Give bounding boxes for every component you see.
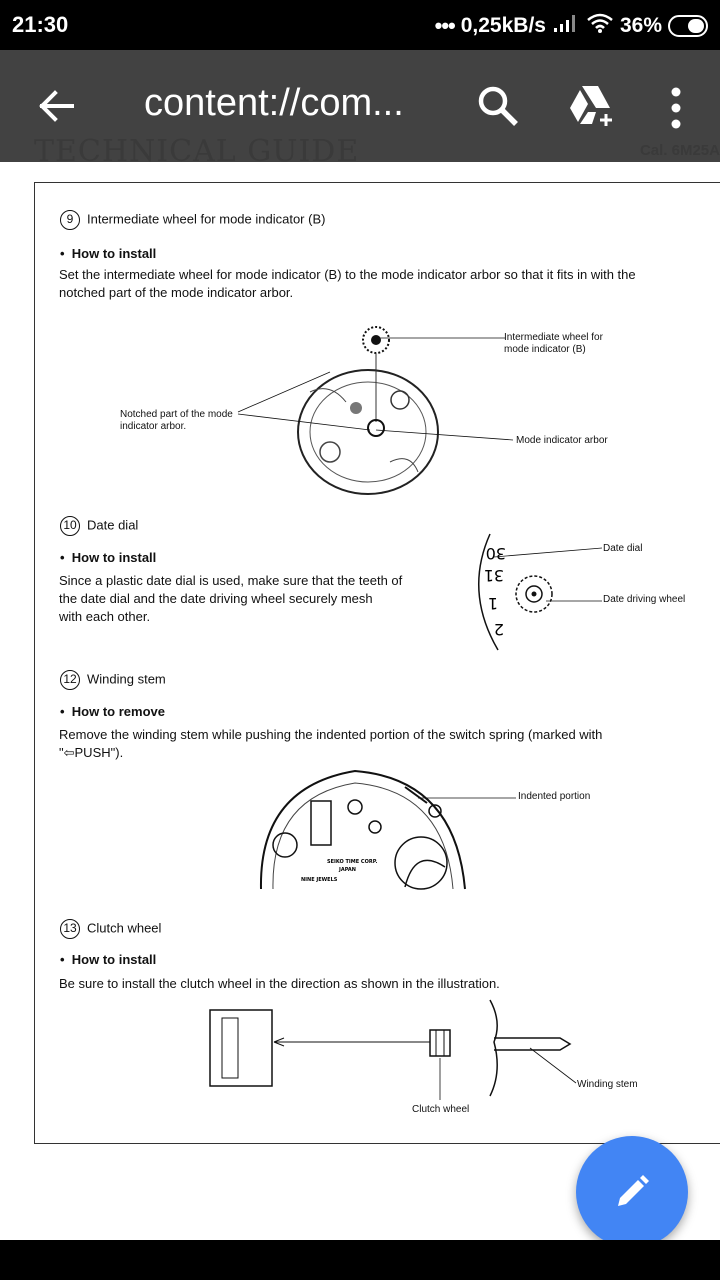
document-title: content://com... <box>144 82 404 124</box>
svg-text:1: 1 <box>487 594 498 613</box>
section-number: 10 <box>60 516 80 536</box>
section-9-heading: 9 Intermediate wheel for mode indicator (B) <box>60 210 325 230</box>
section-number: 13 <box>60 919 80 939</box>
status-bar <box>0 0 720 50</box>
svg-text:SEIKO TIME CORP.: SEIKO TIME CORP. <box>327 859 378 865</box>
add-to-drive-icon <box>566 82 616 130</box>
label-notched-part: Notched part of the mode indicator arbor. <box>120 409 233 432</box>
section-12-bullet: • How to remove <box>60 704 165 719</box>
edit-pencil-icon <box>612 1172 652 1212</box>
svg-text:NINE JEWELS: NINE JEWELS <box>301 877 338 883</box>
search-button[interactable] <box>476 84 520 128</box>
page-header-peek: TECHNICAL GUIDE <box>34 134 360 162</box>
section-13-bullet: • How to install <box>60 952 157 967</box>
search-icon <box>476 84 520 128</box>
back-button[interactable] <box>34 84 78 128</box>
battery-icon <box>668 15 708 37</box>
arrow-back-icon <box>34 84 78 128</box>
page-caliber-peek: Cal. 6M25A <box>639 142 720 159</box>
label-date-driving-wheel: Date driving wheel <box>603 594 686 605</box>
label-clutch-wheel: Clutch wheel <box>412 1104 470 1115</box>
svg-text:2: 2 <box>493 620 504 639</box>
status-time: 21:30 <box>12 12 69 37</box>
section-12-heading: 12 Winding stem <box>60 670 166 690</box>
status-indicators <box>435 12 708 40</box>
section-12-text: Remove the winding stem while pushing the indented portion of the switch spring (marked with "⇦PUSH"). <box>59 727 603 760</box>
more-vert-icon <box>664 86 688 130</box>
section-number: 12 <box>60 670 80 690</box>
signal-icon <box>552 13 580 39</box>
section-10-heading: 10 Date dial <box>60 516 138 536</box>
notification-dots: ••• <box>434 13 455 38</box>
label-intermediate-wheel: Intermediate wheel for mode indicator (B) <box>504 332 603 355</box>
label-mode-indicator-arbor: Mode indicator arbor <box>516 435 608 446</box>
section-10-bullet: • How to install <box>60 550 157 565</box>
svg-text:31: 31 <box>483 566 504 585</box>
app-bar <box>0 50 720 162</box>
edit-fab-button[interactable] <box>576 1136 688 1248</box>
section-13-text: Be sure to install the clutch wheel in the direction as shown in the illustration. <box>59 976 500 991</box>
section-9-bullet: • How to install <box>60 246 157 261</box>
add-to-drive-button[interactable] <box>566 82 616 130</box>
label-indented-portion: Indented portion <box>518 791 591 802</box>
wifi-icon <box>586 12 614 40</box>
section-13-heading: 13 Clutch wheel <box>60 919 161 939</box>
network-speed: 0,25kB/s <box>460 14 546 37</box>
document-page[interactable] <box>0 162 720 1240</box>
section-number: 9 <box>60 210 80 230</box>
battery-percent: 36% <box>619 14 662 37</box>
overflow-menu-button[interactable] <box>664 86 688 130</box>
svg-text:JAPAN: JAPAN <box>339 867 356 873</box>
navigation-bar <box>0 1240 720 1280</box>
section-10-text: Since a plastic date dial is used, make sure that the teeth of the date dial and the date driving wheel securely mesh with each other. <box>59 573 403 624</box>
svg-text:30: 30 <box>485 544 506 563</box>
section-9-text: Set the intermediate wheel for mode indicator (B) to the mode indicator arbor so that it fits in with the notched part of the mode indicator arbor. <box>59 267 636 300</box>
label-date-dial: Date dial <box>603 543 643 554</box>
label-winding-stem: Winding stem <box>577 1079 638 1090</box>
